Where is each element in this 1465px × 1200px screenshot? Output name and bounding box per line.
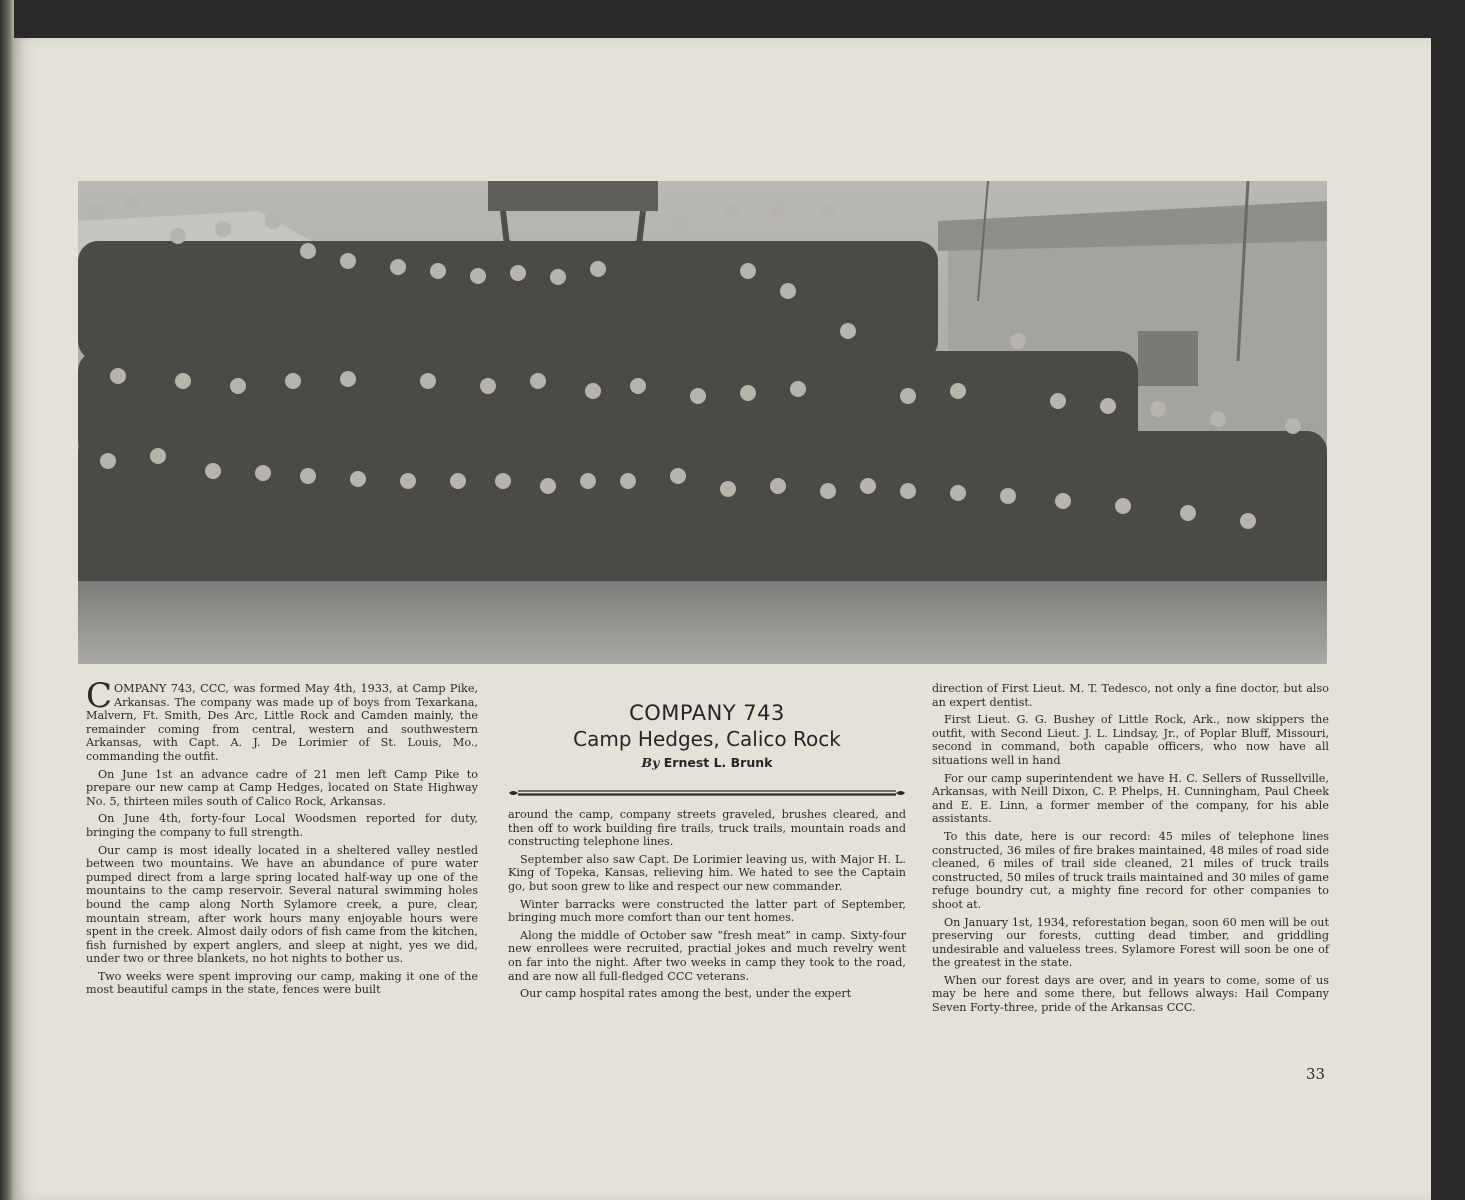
paragraph: To this date, here is our record: 45 miles of telephone lines constructed, 36 miles of fire brakes maintained, 48 miles of road side cleaned, 6 miles of trail side cleaned, 21 miles of truck trails constructed, 50 miles of truck trails maintained and 30 miles of game refuge boundry cut, a mighty fine record for other companies to shoot at.: [932, 829, 1329, 911]
decorative-rule: [508, 788, 906, 798]
article-column-2: [508, 808, 906, 1005]
group-photograph: [78, 181, 1327, 664]
paragraph: For our camp superintendent we have H. C. Sellers of Russellville, Arkansas, with Neill Dixon, C. P. Phelps, H. Cunningham, Paul Cheek and E. E. Linn, a former member of the company, for his able assistants.: [932, 771, 1329, 826]
article-subtitle: Camp Hedges, Calico Rock: [573, 727, 841, 751]
group-photo-illustration: [78, 181, 1327, 664]
paragraph: First Lieut. G. G. Bushey of Little Rock, Ark., now skippers the outfit, with Second Lieut. J. L. Lindsay, Jr., of Poplar Bluff, Missouri, second in command, both capable officers, who now have all situations well in hand: [932, 713, 1329, 767]
article-heading: [508, 700, 906, 774]
paragraph: around the camp, company streets graveled, brushes cleared, and then off to work building fire trails, truck trails, mountain roads and constructing telephone lines.: [508, 808, 906, 849]
paragraph: Winter barracks were constructed the latter part of September, bringing much more comfort than our tent homes.: [508, 897, 906, 925]
paragraph: direction of First Lieut. M. T. Tedesco, not only a fine doctor, but also an expert dentist.: [932, 682, 1329, 709]
article-title: COMPANY 743: [629, 701, 785, 725]
drop-cap: C: [86, 676, 113, 716]
paragraph: September also saw Capt. De Lorimier leaving us, with Major H. L. King of Topeka, Kansas, relieving him. We hated to see the Captain go, but soon grew to like and respect our new commander.: [508, 852, 906, 893]
paragraph: Along the middle of October saw “fresh meat” in camp. Sixty-four new enrollees were recruited, practial jokes and much revelry went on far into the night. After two weeks in camp they took to the road, and are now all full-fledged CCC veterans.: [508, 928, 906, 983]
page-number: 33: [1306, 1065, 1326, 1083]
paragraph: On June 4th, forty-four Local Woodsmen reported for duty, bringing the company to full strength.: [86, 812, 478, 839]
paragraph: Our camp is most ideally located in a sheltered valley nestled between two mountains. We have an abundance of pure water pumped direct from a large spring located half-way up one of the mountains to the camp reservoir. Several natural swimming holes bound the camp along North Sylamore creek, a pure, clear, mountain stream, after work hours many enjoyable hours were spent in the creek. Almost daily odors of fish came from the kitchen, fish furnished by expert anglers, and sleep at night, yes we did, under two or three blankets, no hot nights to bother us.: [86, 843, 478, 966]
paragraph-text: OMPANY 743, CCC, was formed May 4th, 1933, at Camp Pike, Arkansas. The company was made up of boys from Texarkana, Malvern, Ft. Smith, Des Arc, Little Rock and Camden mainly, the remainder coming from central, western and southwestern Arkansas, with Capt. A. J. De Lorimier of St. Louis, Mo., commanding the outfit.: [86, 682, 478, 763]
paragraph: Two weeks were spent improving our camp, making it one of the most beautiful camps in the state, fences were built: [86, 969, 478, 997]
paragraph: [86, 676, 478, 764]
author-name: Ernest L. Brunk: [663, 755, 773, 770]
article-column-3: [932, 682, 1329, 1019]
book-binding: [0, 0, 14, 1200]
paragraph: When our forest days are over, and in years to come, some of us may be here and some there, but fellows always: Hail Company Seven Forty-three, pride of the Arkansas CCC.: [932, 973, 1329, 1015]
paragraph: On January 1st, 1934, reforestation began, soon 60 men will be out preserving our forests, cutting dead timber, and griddling undesirable and valueless trees. Sylamore Forest will soon be one of the greatest in the state.: [932, 915, 1329, 970]
byline: [508, 752, 906, 774]
paragraph: On June 1st an advance cadre of 21 men left Camp Pike to prepare our new camp at Camp Hedges, located on State Highway No. 5, thirteen miles south of Calico Rock, Arkansas.: [86, 767, 478, 808]
article-column-1: [86, 676, 478, 1001]
byline-by: By: [641, 755, 660, 770]
paragraph: Our camp hospital rates among the best, under the expert: [520, 987, 852, 1001]
